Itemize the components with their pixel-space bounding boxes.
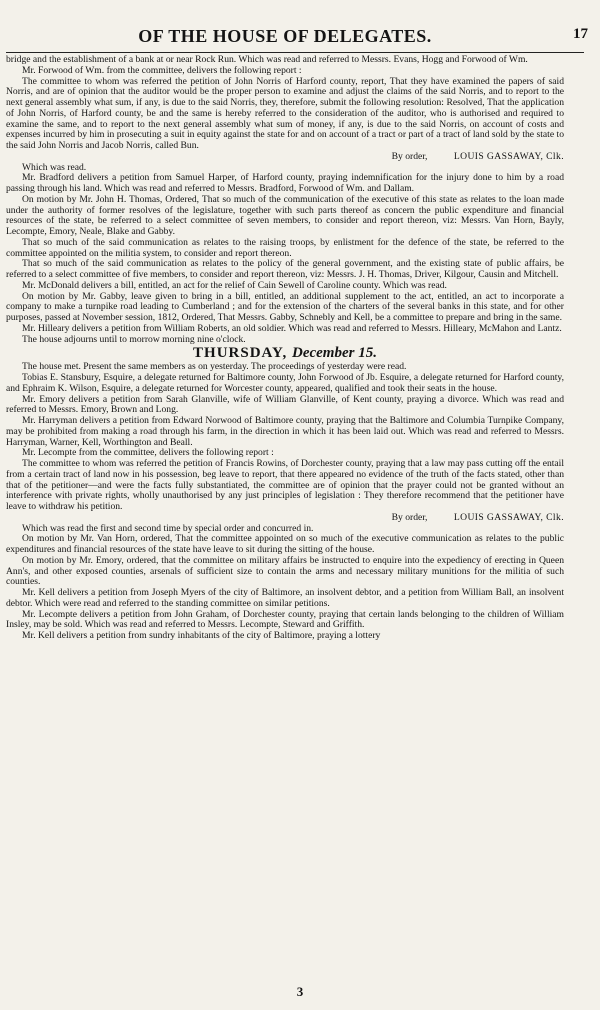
day-date: December 15. bbox=[291, 345, 377, 362]
by-order-text: By order, bbox=[391, 511, 428, 523]
journal-paragraph: Tobias E. Stansbury, Esquire, a delegate returned for Baltimore county, John Forwood of Jb. Esquire, a delegate returned for Harford county, and Ephraim K. Wilson, Esquire, a delegate returned for Worcester county, appeared, qualified and took their seats in the house. bbox=[6, 372, 564, 394]
clerk-name: LOUIS GASSAWAY, Clk. bbox=[453, 150, 564, 162]
journal-paragraph: Mr. Kell delivers a petition from sundry inhabitants of the city of Baltimore, praying a lottery bbox=[22, 630, 381, 641]
journal-paragraph: Mr. Forwood of Wm. from the committee, delivers the following report : bbox=[22, 64, 302, 76]
paragraph-group-b bbox=[6, 163, 564, 346]
journal-body bbox=[6, 55, 564, 642]
paragraph-group-d bbox=[6, 524, 564, 642]
journal-paragraph: Which was read. bbox=[22, 161, 87, 173]
journal-paragraph: Mr. Lecompte delivers a petition from John Graham, of Dorchester county, praying that certain lands belonging to the children of William Insley, may be sold. Which was read and referred to Messrs. Lecompte, Steward and Griffith. bbox=[6, 608, 564, 631]
journal-paragraph: Mr. Hilleary delivers a petition from William Roberts, an old soldier. Which was read and referred to Messrs. Hilleary, McMahon and Lantz. bbox=[22, 322, 562, 334]
journal-paragraph: Mr. Harryman delivers a petition from Edward Norwood of Baltimore county, praying that the Baltimore and Columbia Turnpike Company, may be prohibited from making a road through his farm, in the direction in which it has been laid out. Which was read and referred to Messrs. Harryman, Warner, Kell, Worthington and Beall. bbox=[6, 415, 564, 448]
journal-paragraph: That so much of the said communication as relates to the policy of the general government, and the existing state of public affairs, be referred to a select committee of five members, to consider and report thereon, viz: Messrs. J. H. Thomas, Driver, Kilgour, Causin and Mitchell. bbox=[6, 258, 564, 280]
paragraph-group-c bbox=[6, 362, 564, 513]
header-rule bbox=[6, 52, 584, 53]
day-name: THURSDAY, bbox=[193, 345, 288, 362]
printer-signature-mark: 3 bbox=[296, 984, 304, 999]
journal-paragraph: Which was read the first and second time by special order and concurred in. bbox=[22, 522, 314, 534]
day-heading bbox=[6, 346, 564, 361]
signature-block bbox=[6, 513, 564, 524]
journal-paragraph: Mr. Lecompte from the committee, delivers the following report : bbox=[22, 447, 274, 459]
page-number: 17 bbox=[573, 26, 588, 42]
journal-paragraph: On motion by Mr. John H. Thomas, Ordered, That so much of the communication of the executive of this state as relates to the loan made under the authority of former resolves of the legislature, together with such parts thereof as concern the public expenditure and financial resources of the state, be referred to a select committee of seven members, to consider and report thereon, viz: Messrs. Van Horn, Bayly, Lecompte, Emory, Neale, Blake and Gabby. bbox=[6, 193, 564, 237]
journal-paragraph: Mr. Kell delivers a petition from Joseph Myers of the city of Baltimore, an insolvent debtor, and a petition from William Ball, an insolvent debtor. Which were read and referred to the standing committee on similar petitions. bbox=[6, 587, 564, 609]
journal-paragraph: The committee to whom was referred the petition of John Norris of Harford county, report, That they have examined the papers of said Norris, and are of opinion that the auditor would be the proper person to examine and adjust the claims of the said Norris, and to report to the next general assembly what sum, if any, is due to the said Norris, they, therefore, submit the following resolution: Resolved, That the application of John Norris, of Harford county, be and the same is hereby referred to the consideration of the auditor, who is authorised and required to examine the same, and to report to the next general assembly what sum of money, if any, is due to the said Norris, on account of costs and expenses incurred by him in prosecuting a suit in equity against the state for and on account of a tract or part of a tract of land sold by the state to the said John Norris and Jacob Norris, called Bun. bbox=[6, 75, 564, 151]
journal-paragraph: Mr. Emory delivers a petition from Sarah Glanville, wife of William Glanville, of Kent county, praying a divorce. Which was read and referred to Messrs. Emory, Brown and Long. bbox=[6, 393, 564, 416]
journal-paragraph: That so much of the said communication as relates to the raising troops, by enlistment for the defence of the state, be referred to the committee appointed on the militia system, to consider and report thereon. bbox=[6, 236, 564, 259]
journal-paragraph: bridge and the establishment of a bank at or near Rock Run. Which was read and referred to Messrs. Evans, Hogg and Forwood of Wm. bbox=[6, 54, 528, 65]
journal-paragraph: The committee to whom was referred the petition of Francis Rowins, of Dorchester county, praying that a law may pass cutting off the entail from a certain tract of land now in his possession, beg leave to report, that there appeared no evidence of the truth of the facts stated, other than that of the petitioner—and were the facts fully substantiated, the committee are of opinion that the prayer could not be granted without an interference with private rights, wholly unauthorised by any just principles of legislation : They therefore recommend that the petitioner have leave to withdraw his petition. bbox=[6, 458, 564, 512]
paragraph-group-a bbox=[6, 55, 564, 152]
clerk-name: LOUIS GASSAWAY, Clk. bbox=[453, 511, 564, 523]
journal-paragraph: On motion by Mr. Emory, ordered, that the committee on military affairs be instructed to enquire into the expediency of erecting in Queen Ann's, and other exposed counties, arsenals of sufficient size to contain the arms and necessary military munitions for the militia of such counties. bbox=[6, 554, 564, 588]
journal-paragraph: Mr. Bradford delivers a petition from Samuel Harper, of Harford county, praying indemnification for the injury done to him by a road passing through his land. Which was read and referred to Messrs. Bradford, Forwood of Wm. and Dallam. bbox=[6, 172, 564, 194]
journal-paragraph: Mr. McDonald delivers a bill, entitled, an act for the relief of Cain Sewell of Caroline county. Which was read. bbox=[22, 279, 447, 291]
page-header bbox=[6, 22, 588, 52]
signature-block bbox=[6, 152, 564, 163]
journal-paragraph: The house met. Present the same members as on yesterday. The proceedings of yesterday were read. bbox=[22, 361, 407, 373]
by-order-text: By order, bbox=[391, 150, 428, 162]
journal-paragraph: The house adjourns until to morrow morning nine o'clock. bbox=[22, 333, 246, 345]
journal-paragraph: On motion by Mr. Gabby, leave given to bring in a bill, entitled, an additional supplement to the act, entitled, an act to incorporate a company to make a turnpike road leading to Cumberland ; and for the extension of the charters of the several banks in this state, and for other purposes, passed at November session, 1812, Ordered, That Messrs. Gabby, Schnebly and Kell, be a committee to prepare and bring in the same. bbox=[6, 290, 564, 323]
running-title: OF THE HOUSE OF DELEGATES. bbox=[138, 26, 432, 46]
journal-paragraph: On motion by Mr. Van Horn, ordered, That the committee appointed on so much of the executive communication as relates to the public expenditures and financial resources of the state have leave to sit during the sitting of the house. bbox=[6, 533, 564, 555]
